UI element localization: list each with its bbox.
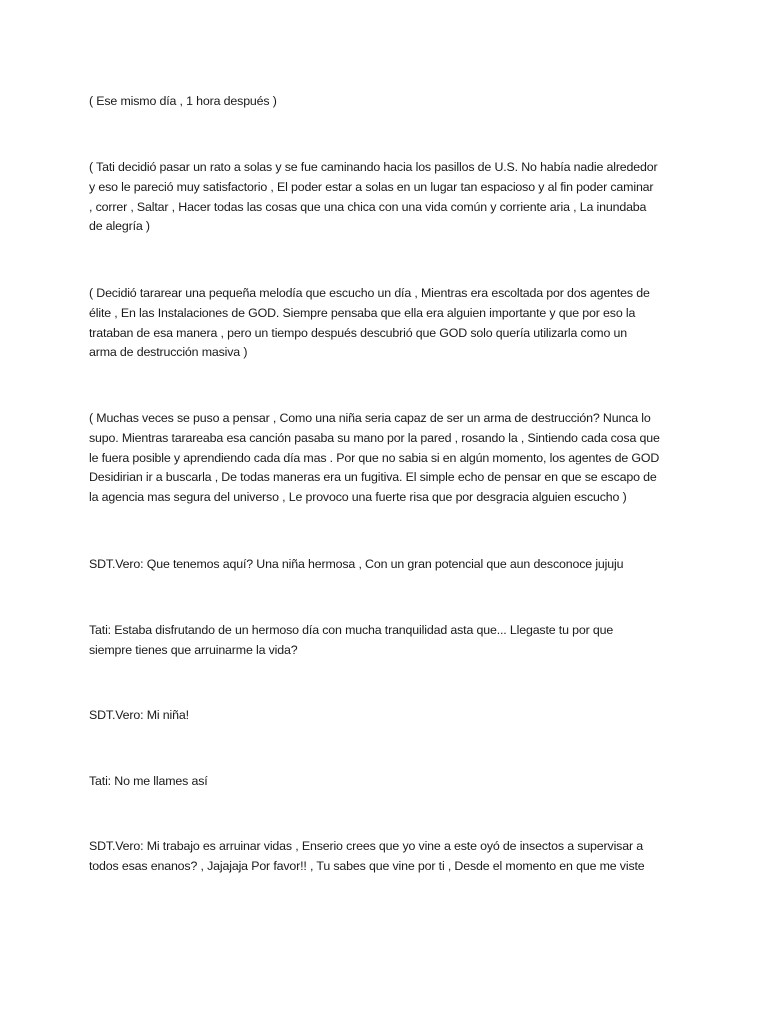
text-line: todos esas enanos? , Jajajaja Por favor!! , Tu sabes que vine por ti , Desde el momento en que me viste — [89, 858, 645, 873]
text-line: de alegría ) — [89, 219, 150, 234]
text-line: ( Decidió tararear una pequeña melodía que escucho un día , Mientras era escoltada por dos agentes de — [89, 286, 650, 300]
text-line: Desidirian ir a buscarla , De todas maneras era un fugitiva. El simple echo de pensar en que se escapo de — [89, 470, 657, 485]
text-line: ( Muchas veces se puso a pensar , Como una niña seria capaz de ser un arma de destrucción? Nunca lo — [89, 411, 651, 425]
text-line: ( Ese mismo día , 1 hora después ) — [89, 94, 277, 108]
paragraph-dialogue — [89, 837, 689, 877]
text-line: Tati: Estaba disfrutando de un hermoso día con mucha tranquilidad asta que... Llegaste tu por que — [89, 623, 614, 637]
text-line: le fuera posible y aprendiendo cada día mas . Por que no sabia si en algún momento, los agentes de GOD — [89, 450, 660, 465]
text-line: arma de destrucción masiva ) — [89, 345, 248, 360]
text-line: siempre tienes que arruinarme la vida? — [89, 642, 298, 657]
paragraph-narration — [89, 409, 689, 508]
paragraph-scene-heading — [89, 92, 689, 112]
text-line: SDT.Vero: Mi trabajo es arruinar vidas , Enserio crees que yo vine a este oyó de insectos a supervisar a — [89, 839, 643, 853]
text-line: ( Tati decidió pasar un rato a solas y se fue caminando hacia los pasillos de U.S. No había nadie alrededor — [89, 160, 658, 174]
text-line: Tati: No me llames así — [89, 774, 208, 788]
paragraph-dialogue — [89, 772, 689, 792]
text-line: , correr , Saltar , Hacer todas las cosas que una chica con una vida común y corriente aria , La inundaba — [89, 199, 647, 214]
text-line: supo. Mientras tarareaba esa canción pasaba su mano por la pared , rosando la , Sintiendo cada cosa que — [89, 430, 660, 445]
paragraph-narration — [89, 158, 689, 237]
paragraph-narration — [89, 284, 689, 363]
paragraph-dialogue — [89, 621, 689, 661]
text-line: y eso le pareció muy satisfactorio , El poder estar a solas en un lugar tan espacioso y al fin poder caminar — [89, 179, 654, 194]
text-line: trataban de esa manera , pero un tiempo después descubrió que GOD solo quería utilizarla como un — [89, 325, 627, 340]
text-line: la agencia mas segura del universo , Le provoco una fuerte risa que por desgracia alguien escucho ) — [89, 490, 627, 505]
text-line: élite , En las Instalaciones de GOD. Siempre pensaba que ella era alguien importante y que por eso la — [89, 305, 636, 320]
text-line: SDT.Vero: Mi niña! — [89, 708, 189, 722]
paragraph-dialogue — [89, 706, 689, 726]
text-line: SDT.Vero: Que tenemos aquí? Una niña hermosa , Con un gran potencial que aun desconoce jujuju — [89, 557, 624, 571]
paragraph-dialogue — [89, 555, 689, 575]
